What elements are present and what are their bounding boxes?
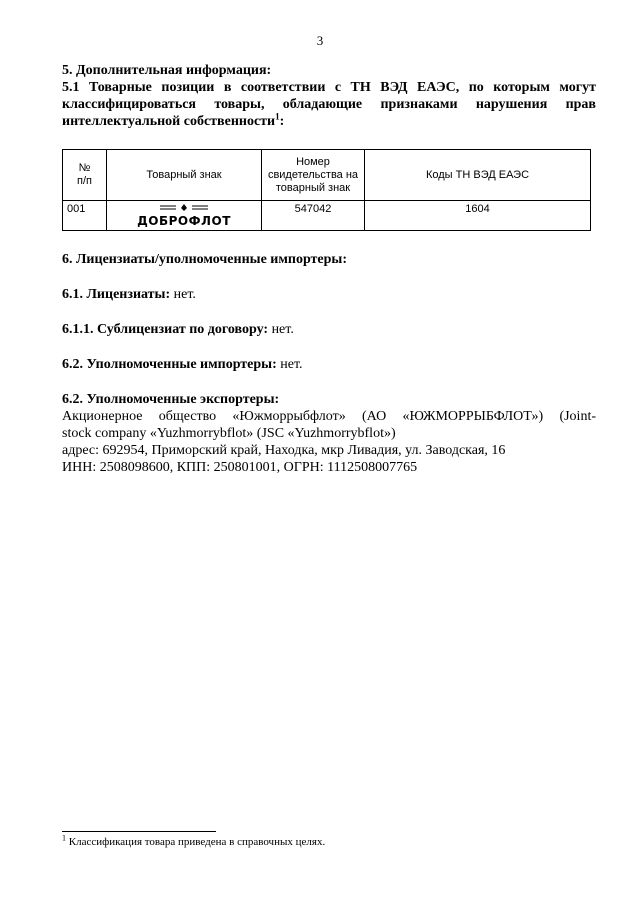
header-cert-line-1: Номер bbox=[296, 155, 330, 168]
table-row bbox=[63, 201, 591, 231]
licensees-line bbox=[62, 286, 596, 303]
footnote-reference[interactable]: 1 bbox=[275, 111, 280, 122]
header-cert-line-2: свидетельства на bbox=[267, 168, 359, 181]
header-num-line-1: № bbox=[78, 162, 91, 174]
importers-line bbox=[62, 356, 596, 373]
header-num bbox=[63, 150, 107, 201]
exporter-line-2: stock company «Yuzhmorrybflot» (JSC «Yuzhmorrybflot») bbox=[62, 426, 396, 441]
exporters-heading bbox=[62, 391, 596, 408]
importers-value: нет. bbox=[276, 357, 303, 372]
sublicensee-line bbox=[62, 321, 596, 338]
section-5-heading: 5. Дополнительная информация: bbox=[62, 63, 272, 78]
footnote-divider bbox=[62, 831, 216, 832]
header-cert-line-3: товарный знак bbox=[275, 181, 351, 194]
row-codes: 1604 bbox=[365, 201, 591, 231]
sublicensee-label: 6.1.1. Сублицензиат по договору: bbox=[62, 322, 269, 337]
anchor-lines-icon bbox=[158, 203, 210, 212]
exporters-label: 6.2. Уполномоченные экспортеры: bbox=[62, 392, 280, 407]
header-codes: Коды ТН ВЭД ЕАЭС bbox=[365, 150, 591, 201]
exporter-ids: ИНН: 2508098600, КПП: 250801001, ОГРН: 1112508007765 bbox=[62, 460, 418, 475]
exporter-line-1: Акционерное общество «Южморрыбфлот» (АО «ЮЖМОРРЫБФЛОТ») (Joint- bbox=[62, 409, 596, 424]
importers-label: 6.2. Уполномоченные импортеры: bbox=[62, 357, 277, 372]
section-5-1-line-3-text: интеллектуальной собственности bbox=[62, 114, 276, 129]
section-6-heading: 6. Лицензиаты/уполномоченные импортеры: bbox=[62, 252, 348, 267]
section-5-1-line-3 bbox=[62, 113, 596, 130]
section-5-1-line-2: классифицироваться товары, обладающие признаками нарушения прав bbox=[62, 97, 596, 112]
licensees-value: нет. bbox=[170, 287, 196, 302]
licensees-label: 6.1. Лицензиаты: bbox=[62, 287, 171, 302]
row-num: 001 bbox=[63, 201, 107, 231]
header-trademark: Товарный знак bbox=[107, 150, 262, 201]
table-header-row bbox=[63, 150, 591, 201]
document-body bbox=[62, 62, 596, 476]
footnote bbox=[62, 833, 326, 848]
dobroflot-logo bbox=[137, 203, 231, 228]
trademark-table bbox=[62, 149, 591, 231]
row-trademark bbox=[107, 201, 262, 231]
section-5-1-line-1: 5.1 Товарные позиции в соответствии с ТН ВЭД ЕАЭС, по которым могут bbox=[62, 80, 596, 95]
logo-wordmark: ДОБРОФЛОТ bbox=[137, 214, 231, 228]
header-num-line-2: п/п bbox=[77, 175, 92, 187]
sublicensee-value: нет. bbox=[268, 322, 294, 337]
exporter-address: адрес: 692954, Приморский край, Находка, мкр Ливадия, ул. Заводская, 16 bbox=[62, 443, 506, 458]
section-5-1-colon: : bbox=[279, 114, 285, 129]
footnote-text: Классификация товара приведена в справочных целях. bbox=[66, 836, 326, 848]
page-number: 3 bbox=[316, 33, 324, 48]
header-certificate bbox=[262, 150, 365, 201]
row-certificate: 547042 bbox=[262, 201, 365, 231]
footnote-marker: 1 bbox=[62, 833, 66, 843]
